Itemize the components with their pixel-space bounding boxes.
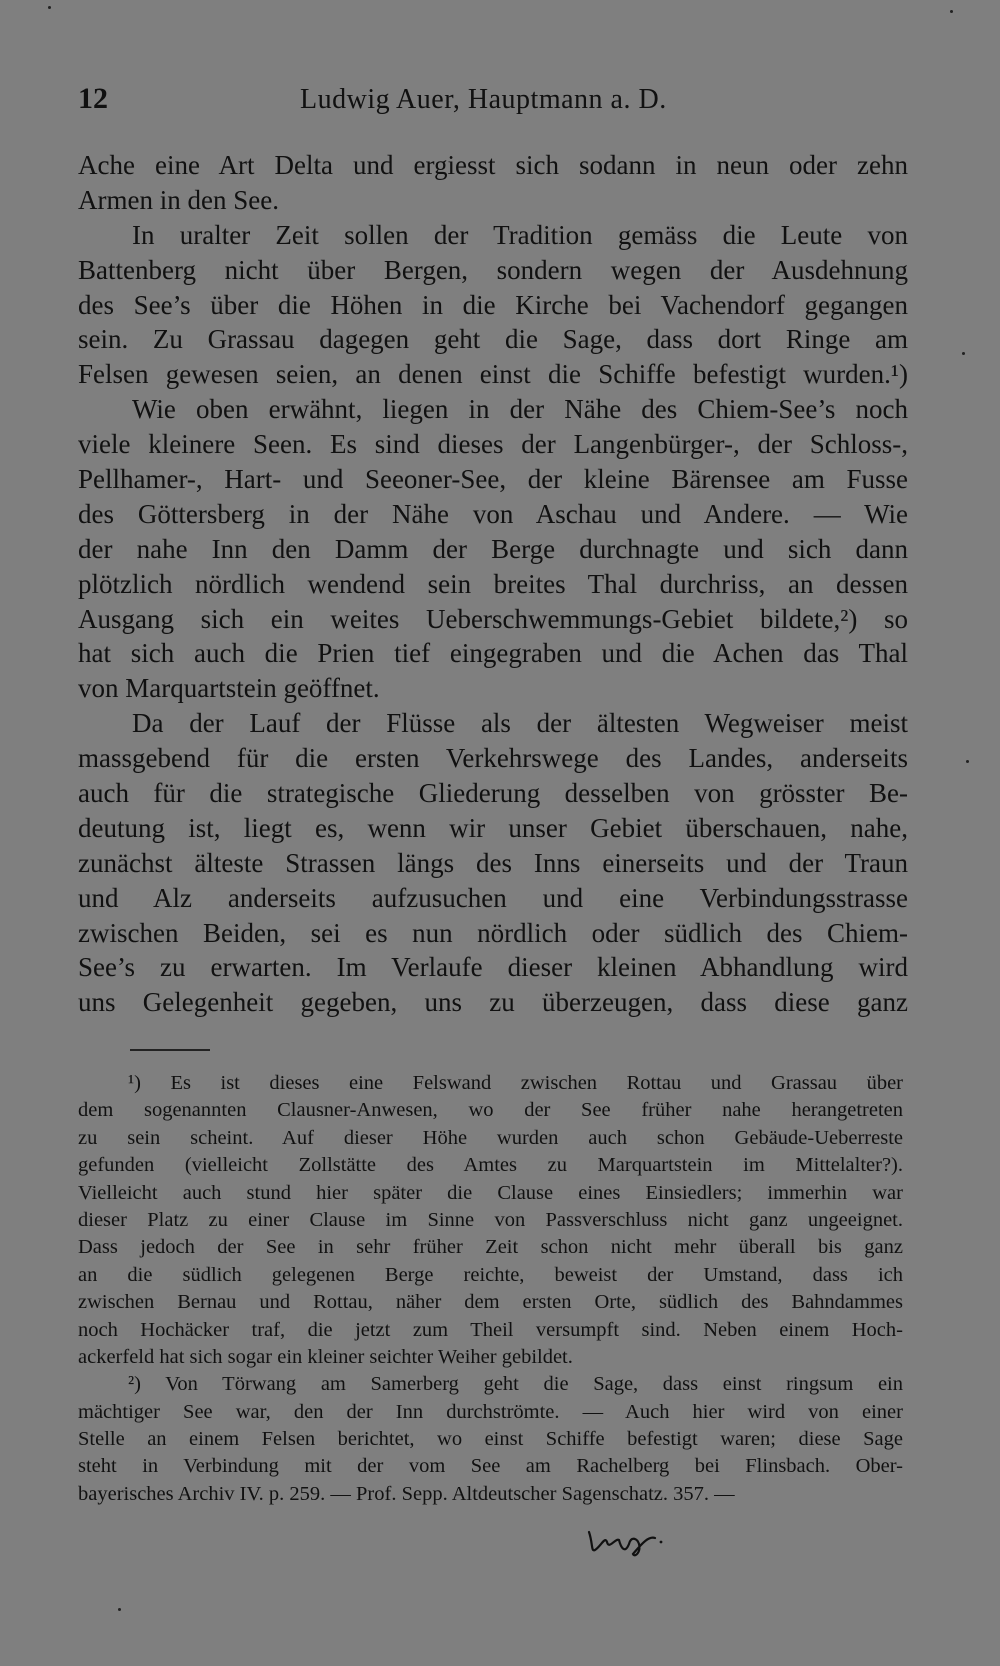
body-line: der nahe Inn den Damm der Berge durchnagte und sich dann bbox=[78, 533, 908, 564]
footnote-line: Dass jedoch der See in sehr früher Zeit schon nicht mehr überall bis ganz bbox=[78, 1236, 903, 1259]
body-line: zwischen Beiden, sei es nun nördlich oder südlich des Chiem- bbox=[78, 917, 908, 948]
footnote-line: noch Hochäcker traf, die jetzt zum Theil versumpft sind. Neben einem Hoch- bbox=[78, 1318, 903, 1341]
body-line: massgebend für die ersten Verkehrswege des Landes, anderseits bbox=[78, 743, 908, 774]
footnote-line: Stelle an einem Felsen berichtet, wo einst Schiffe befestigt waren; diese Sage bbox=[78, 1428, 903, 1451]
body-line: Da der Lauf der Flüsse als der ältesten Wegweiser meist bbox=[132, 708, 908, 739]
body-line: des See’s über die Höhen in die Kirche bei Vachendorf gegangen bbox=[78, 289, 908, 320]
footnote-line: an die südlich gelegenen Berge reichte, beweist der Umstand, dass ich bbox=[78, 1263, 903, 1286]
body-line: In uralter Zeit sollen der Tradition gemäss die Leute von bbox=[132, 219, 908, 250]
running-head bbox=[78, 82, 908, 122]
footnote-rule bbox=[130, 1049, 210, 1051]
body-line: Ausgang sich ein weites Ueberschwemmungs-Gebiet bildete,²) so bbox=[78, 603, 908, 634]
footnote-line: dem sogenannten Clausner-Anwesen, wo der See früher nahe herangetreten bbox=[78, 1099, 903, 1122]
body-line: Ache eine Art Delta und ergiesst sich sodann in neun oder zehn bbox=[78, 150, 908, 180]
body-line: hat sich auch die Prien tief eingegraben und die Achen das Thal bbox=[78, 638, 908, 669]
footnote-line: gefunden (vielleicht Zollstätte des Amtes zu Marquartstein im Mittelalter?). bbox=[78, 1154, 903, 1177]
body-line: auch für die strategische Gliederung desselben von grösster Be- bbox=[78, 778, 908, 809]
handwritten-signature bbox=[585, 1524, 665, 1560]
body-text bbox=[78, 148, 908, 1020]
footnotes bbox=[78, 1070, 903, 1508]
print-speck bbox=[962, 352, 965, 355]
footnote-line: Vielleicht auch stund hier später die Clause eines Einsiedlers; immerhin war bbox=[78, 1181, 903, 1204]
footnote-line: zwischen Bernau und Rottau, näher dem ersten Orte, südlich des Bahndammes bbox=[78, 1291, 903, 1314]
print-speck bbox=[966, 760, 969, 763]
body-line: Pellhamer-, Hart- und Seeoner-See, der kleine Bärensee am Fusse bbox=[78, 464, 908, 495]
footnote-line: ¹) Es ist dieses eine Felswand zwischen Rottau und Grassau über bbox=[128, 1072, 903, 1094]
body-line: uns Gelegenheit gegeben, uns zu überzeugen, dass diese ganz bbox=[78, 987, 908, 1018]
body-line: deutung ist, liegt es, wenn wir unser Gebiet überschauen, nahe, bbox=[78, 812, 908, 843]
footnote-line: dieser Platz zu einer Clause im Sinne von Passverschluss nicht ganz ungeeignet. bbox=[78, 1208, 903, 1231]
body-line: See’s zu erwarten. Im Verlaufe dieser kleinen Abhandlung wird bbox=[78, 952, 908, 983]
body-line: Battenberg nicht über Bergen, sondern wegen der Ausdehnung bbox=[78, 254, 908, 285]
body-line: plötzlich nördlich wendend sein breites Thal durchriss, an dessen bbox=[78, 568, 908, 599]
footnote-line: ²) Von Törwang am Samerberg geht die Sage, dass einst ringsum ein bbox=[128, 1373, 903, 1396]
body-line: Armen in den See. bbox=[78, 184, 279, 215]
print-speck bbox=[118, 1608, 121, 1611]
body-line: von Marquartstein geöffnet. bbox=[78, 673, 380, 704]
print-speck bbox=[950, 10, 953, 13]
page-number: 12 bbox=[78, 82, 108, 115]
body-line: viele kleinere Seen. Es sind dieses der Langenbürger-, der Schloss-, bbox=[78, 429, 908, 460]
footnote-line: bayerisches Archiv IV. p. 259. — Prof. Sepp. Altdeutscher Sagenschatz. 357. — bbox=[78, 1482, 735, 1505]
footnote-line: mächtiger See war, den der Inn durchströmte. — Auch hier wird von einer bbox=[78, 1400, 903, 1423]
footnote-line: ackerfeld hat sich sogar ein kleiner seichter Weiher gebildet. bbox=[78, 1345, 573, 1368]
body-line: Wie oben erwähnt, liegen in der Nähe des Chiem-See’s noch bbox=[132, 394, 908, 425]
body-line: und Alz anderseits aufzusuchen und eine Verbindungsstrasse bbox=[78, 882, 908, 913]
body-line: sein. Zu Grassau dagegen geht die Sage, dass dort Ringe am bbox=[78, 324, 908, 355]
footnote-line: steht in Verbindung mit der vom See am Rachelberg bei Flinsbach. Ober- bbox=[78, 1455, 903, 1478]
running-title: Ludwig Auer, Hauptmann a. D. bbox=[300, 84, 667, 115]
body-line: des Göttersberg in der Nähe von Aschau und Andere. — Wie bbox=[78, 498, 908, 529]
print-speck bbox=[48, 6, 51, 9]
body-line: zunächst älteste Strassen längs des Inns einerseits und der Traun bbox=[78, 847, 908, 878]
footnote-line: zu sein scheint. Auf dieser Höhe wurden auch schon Gebäude-Ueberreste bbox=[78, 1126, 903, 1149]
body-line: Felsen gewesen seien, an denen einst die Schiffe befestigt wurden.¹) bbox=[78, 359, 908, 390]
